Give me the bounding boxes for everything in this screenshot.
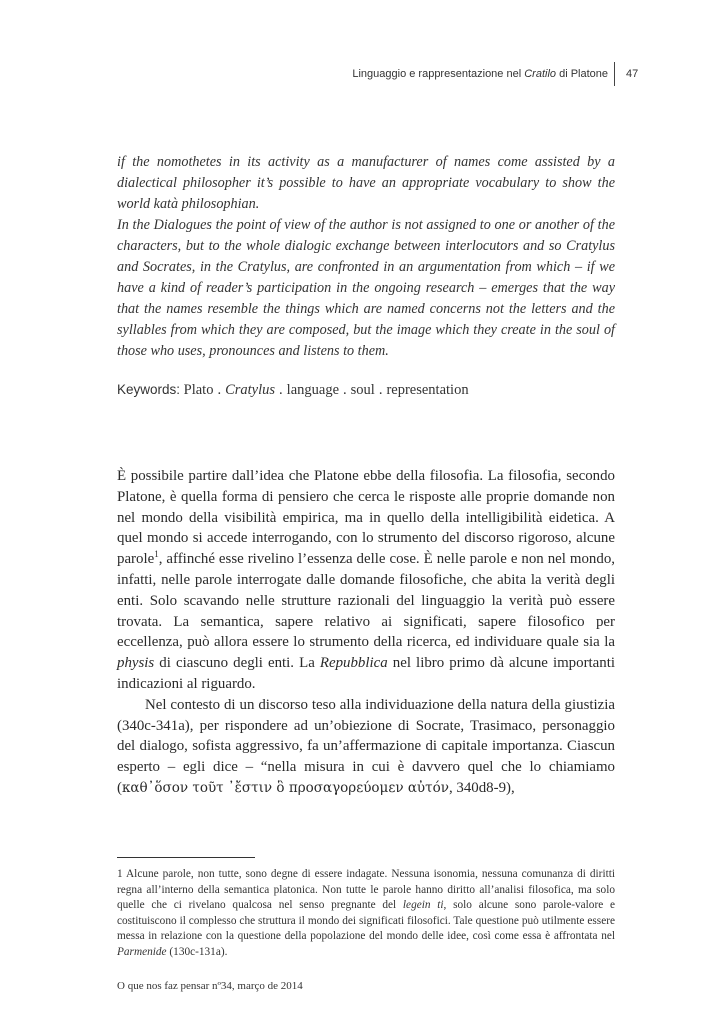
abstract [117, 152, 615, 362]
keyword-separator: . [343, 382, 347, 398]
body-italic-title: Repubblica [319, 655, 388, 672]
body-text-run: , affinché esse rivelino l’essenza delle cose. È nelle parole e non nel mondo, infatti, nelle parole interrogate dalle domande filosofiche, che abita la verità degli enti. Solo scavando nelle strutture razionali del linguaggio la verità può essere trovata. La semantica, sapere relativo ai significati, sapere filosofico per eccellenza, può allora essere lo strumento della ricerca, ed individuare quale sia la [117, 551, 615, 651]
running-title [352, 68, 608, 80]
running-title-post: di Platone [556, 68, 608, 80]
keyword-item: soul [350, 382, 375, 398]
keyword-item: representation [386, 382, 469, 398]
footnote-ref-1[interactable]: 1 [154, 549, 159, 560]
running-title-pre: Linguaggio e rappresentazione nel [352, 68, 525, 80]
abstract-paragraph-1: if the nomothetes in its activity as a manufacturer of names come assisted by a dialectical philosopher it’s possible to have an appropriate vocabulary to show the world katà philosophian. [117, 154, 615, 212]
body-text-run: È possibile partire dall’idea che Platone ebbe della filosofia. La filosofia, secondo Platone, è quella forma di pensiero che cerca le risposte alle proprie domande non nel mondo della visibilità empirica, ma in quello della intelligibilità eidetica. A quel mondo si accede interrogando, con lo strumento del discorso rigoroso, alcune parole [117, 468, 615, 568]
keyword-separator: . [217, 382, 222, 398]
body-text-run: nel libro primo dà alcune importanti indicazioni al riguardo. [117, 655, 615, 692]
body-paragraph-2 [117, 695, 615, 799]
abstract-paragraph-2: In the Dialogues the point of view of the author is not assigned to one or another of the characters, but to the whole dialogic exchange between interlocutors and so Cratylus and Socrates, in the Cratylus, are confronted in an argumentation from which – if we have a kind of reader’s participation in the ongoing research – emerges that the way that the names resemble the things which are named concerns not the letters and the syllables from which they are composed, but the image which they create in the soul of those who uses, pronounces and listens to them. [117, 217, 615, 359]
body-italic-term: physis [117, 655, 155, 672]
keywords [117, 382, 615, 399]
running-title-italic: Cratilo [524, 68, 557, 80]
page-number: 47 [626, 68, 639, 80]
keywords-label: Keywords: [117, 382, 181, 397]
footnote-text-run: (130c-131a). [166, 945, 228, 958]
body-text-run: Nel contesto di un discorso teso alla individuazione della natura della giustizia (340c-341a), per rispondere ad un’obiezione di Socrate, Trasimaco, personaggio del dialogo, sofista aggressivo, fa un’affermazione di capitale importanza. Ciascun esperto – egli dice – “nella misura in cui è davvero quel che lo chiamiamo ( [117, 696, 615, 796]
footnote-text-run: , solo alcune sono parole-valore e costituiscono il complesso che struttura il mondo dei significati filosofici. Tale questione può utilmente essere messa in relazione con la questione della popolazione del mondo delle idee, così come essa è affrontata nel [117, 899, 615, 943]
keyword-item: Plato [183, 382, 214, 398]
body-text-run: , 340d8-9), [448, 779, 515, 796]
greek-quotation: καθ᾽ὅσον τοῦτ ᾽ἔστιν ὃ προσαγορεύομεν αὐτόν [121, 779, 449, 796]
running-header [0, 62, 706, 86]
footnote-1 [117, 867, 615, 961]
body-paragraph-1 [117, 466, 615, 695]
footnote-italic-term: legein ti [402, 899, 444, 912]
keyword-item: Cratylus [225, 382, 276, 398]
footnote-italic-title: Parmenide [117, 945, 167, 958]
footnote-text-run: 1 Alcune parole, non tutte, sono degne di essere indagate. Nessuna isonomia, nessuna comunanza di diritti regna all’interno della semantica platonica. Non tutte le parole hanno diritto all’analisi filosofica, ma solo quelle che ci rivelano qualcosa nel senso pregnante del [117, 868, 615, 912]
header-divider [614, 62, 615, 86]
journal-footer: O que nos faz pensar nº34, março de 2014 [117, 980, 303, 992]
body-text [117, 466, 615, 799]
keyword-separator: . [279, 382, 283, 398]
keyword-separator: . [378, 382, 383, 398]
footnote-divider [117, 857, 255, 858]
keyword-item: language [286, 382, 340, 398]
body-text-run: di ciascuno degli enti. La [154, 655, 320, 672]
